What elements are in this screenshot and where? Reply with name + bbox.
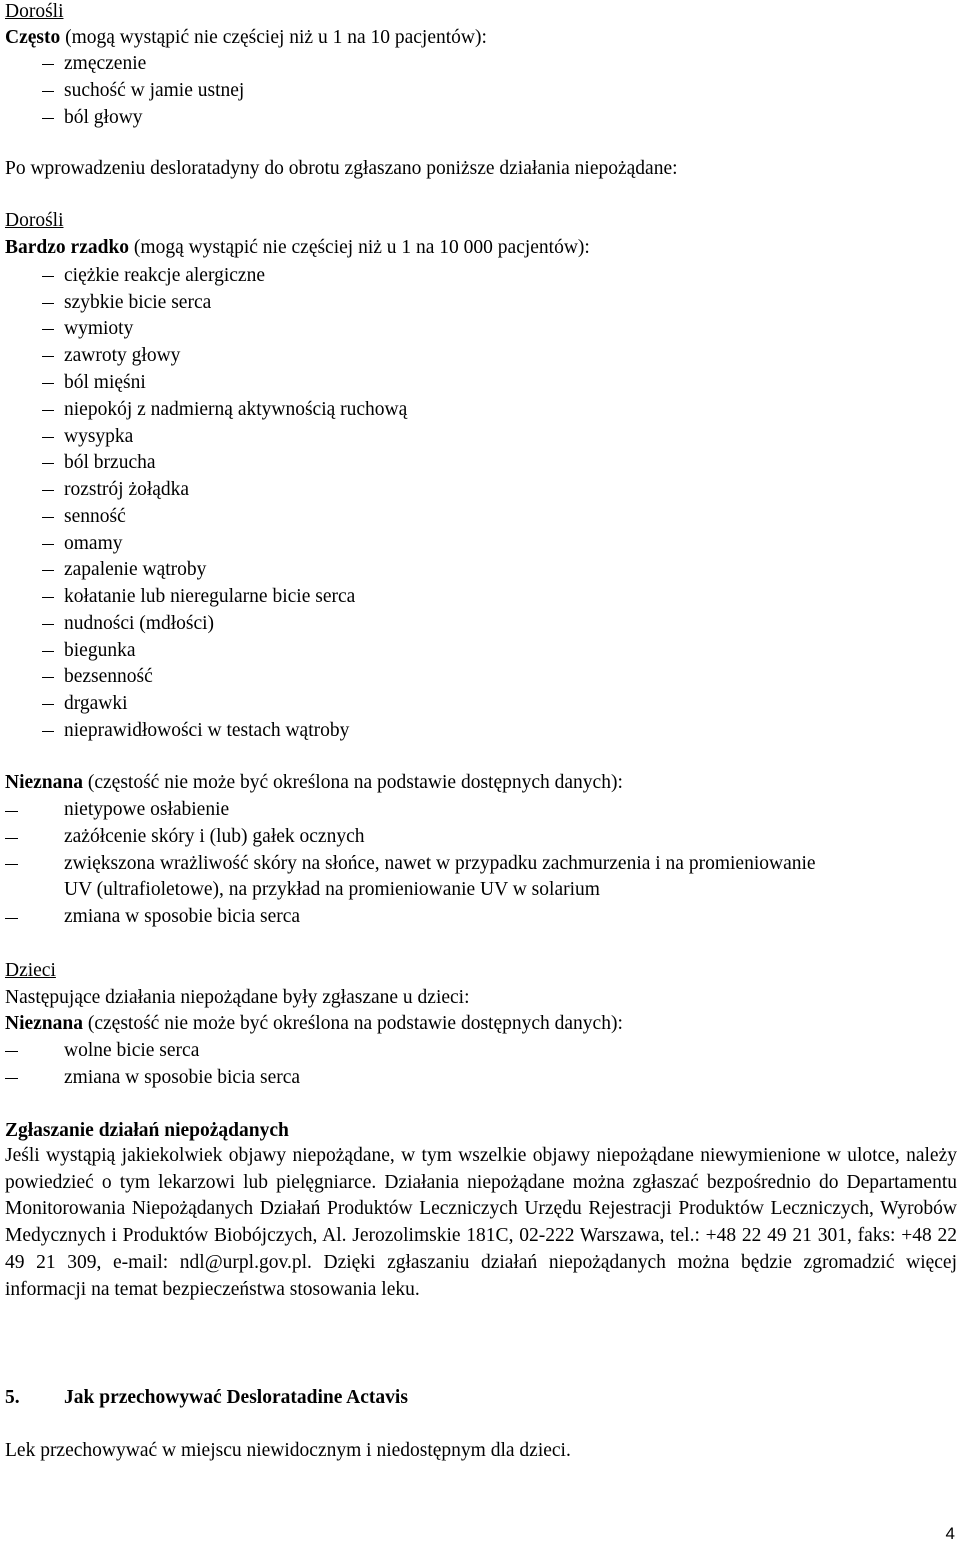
dash-bullet bbox=[42, 463, 54, 464]
list-item: bezsenność bbox=[64, 666, 153, 687]
list-item-continuation: UV (ultrafioletowe), na przykład na promieniowanie UV w solarium bbox=[64, 879, 600, 900]
frequency-line bbox=[5, 26, 487, 50]
frequency-line bbox=[5, 236, 590, 260]
frequency-description: (mogą wystąpić nie częściej niż u 1 na 10 pacjentów): bbox=[60, 27, 487, 48]
dash-bullet bbox=[42, 517, 54, 518]
frequency-description: (częstość nie może być określona na podstawie dostępnych danych): bbox=[83, 1013, 623, 1034]
dash-bullet bbox=[5, 1051, 18, 1052]
list-item: drgawki bbox=[64, 693, 128, 714]
list-item: szybkie bicie serca bbox=[64, 292, 212, 313]
list-item: rozstrój żołądka bbox=[64, 479, 190, 500]
reporting-heading: Zgłaszanie działań niepożądanych bbox=[5, 1120, 289, 1141]
list-item: omamy bbox=[64, 533, 123, 554]
list-item: suchość w jamie ustnej bbox=[64, 80, 245, 101]
dash-bullet bbox=[42, 329, 54, 330]
group-label-adults: Dorośli bbox=[5, 210, 64, 231]
dash-bullet bbox=[5, 864, 18, 865]
list-item: nietypowe osłabienie bbox=[64, 799, 230, 820]
dash-bullet bbox=[5, 1078, 18, 1079]
dash-bullet bbox=[42, 383, 54, 384]
section-title: Jak przechowywać Desloratadine Actavis bbox=[64, 1387, 408, 1408]
list-item: kołatanie lub nieregularne bicie serca bbox=[64, 586, 356, 607]
frequency-label: Nieznana bbox=[5, 772, 83, 793]
list-item: wolne bicie serca bbox=[64, 1040, 200, 1061]
list-item: nieprawidłowości w testach wątroby bbox=[64, 720, 350, 741]
dash-bullet bbox=[42, 704, 54, 705]
frequency-line bbox=[5, 771, 623, 795]
list-item: ból głowy bbox=[64, 107, 143, 128]
dash-bullet bbox=[5, 918, 18, 919]
dash-bullet bbox=[42, 64, 54, 65]
list-item: ciężkie reakcje alergiczne bbox=[64, 265, 265, 286]
list-item: wysypka bbox=[64, 426, 134, 447]
frequency-label: Nieznana bbox=[5, 1013, 83, 1034]
list-item: zwiększona wrażliwość skóry na słońce, nawet w przypadku zachmurzenia i na promieniowanie bbox=[64, 853, 816, 874]
reporting-paragraph: Jeśli wystąpią jakiekolwiek objawy niepożądane, w tym wszelkie objawy niepożądane niewymienione w ulotce, należy powiedzieć o tym lekarzowi lub pielęgniarce. Działania niepożądane można zgłaszać bezpośrednio do Departamentu Monitorowania Niepożądanych Działań Produktów Leczniczych Urzędu Rejestracji Produktów Leczniczych, Wyrobów Medycznych i Produktów Biobójczych, Al. Jerozolimskie 181C, 02-222 Warszawa, tel.: +48 22 49 21 301, faks: +48 22 49 21 309, e-mail: ndl@urpl.gov.pl. Dzięki zgłaszaniu działań niepożądanych można będzie zgromadzić więcej informacji na temat bezpieczeństwa stosowania leku. bbox=[5, 1145, 957, 1300]
frequency-description: (częstość nie może być określona na podstawie dostępnych danych): bbox=[83, 772, 623, 793]
dash-bullet bbox=[5, 811, 18, 812]
dash-bullet bbox=[42, 490, 54, 491]
dash-bullet bbox=[42, 677, 54, 678]
dash-bullet bbox=[42, 624, 54, 625]
dash-bullet bbox=[42, 597, 54, 598]
dash-bullet bbox=[42, 437, 54, 438]
dash-bullet bbox=[42, 118, 54, 119]
dash-bullet bbox=[42, 410, 54, 411]
post-marketing-intro: Po wprowadzeniu desloratadyny do obrotu zgłaszano poniższe działania niepożądane: bbox=[5, 158, 678, 179]
section-number: 5. bbox=[5, 1387, 20, 1408]
list-item: wymioty bbox=[64, 318, 134, 339]
dash-bullet bbox=[42, 91, 54, 92]
list-item: zmiana w sposobie bicia serca bbox=[64, 906, 301, 927]
list-item: nudności (mdłości) bbox=[64, 613, 215, 634]
list-item: ból brzucha bbox=[64, 452, 156, 473]
dash-bullet bbox=[42, 651, 54, 652]
children-intro: Następujące działania niepożądane były zgłaszane u dzieci: bbox=[5, 987, 470, 1008]
frequency-label: Bardzo rzadko bbox=[5, 237, 130, 258]
list-item: zmęczenie bbox=[64, 53, 147, 74]
frequency-description: (mogą wystąpić nie częściej niż u 1 na 10 000 pacjentów): bbox=[129, 237, 590, 258]
dash-bullet bbox=[42, 544, 54, 545]
section-heading bbox=[5, 1386, 408, 1410]
storage-text: Lek przechowywać w miejscu niewidocznym i niedostępnym dla dzieci. bbox=[5, 1440, 571, 1461]
list-item: ból mięśni bbox=[64, 372, 146, 393]
list-item: zawroty głowy bbox=[64, 345, 181, 366]
list-item: zażółcenie skóry i (lub) gałek ocznych bbox=[64, 826, 365, 847]
group-label-children: Dzieci bbox=[5, 960, 56, 981]
dash-bullet bbox=[42, 276, 54, 277]
dash-bullet bbox=[5, 838, 18, 839]
frequency-line bbox=[5, 1012, 623, 1036]
list-item: senność bbox=[64, 506, 126, 527]
dash-bullet bbox=[42, 731, 54, 732]
list-item: zapalenie wątroby bbox=[64, 559, 207, 580]
group-label-adults: Dorośli bbox=[5, 1, 64, 22]
dash-bullet bbox=[42, 570, 54, 571]
list-item: biegunka bbox=[64, 640, 136, 661]
page-number: 4 bbox=[945, 1524, 955, 1543]
list-item: niepokój z nadmierną aktywnością ruchową bbox=[64, 399, 408, 420]
list-item: zmiana w sposobie bicia serca bbox=[64, 1067, 301, 1088]
dash-bullet bbox=[42, 303, 54, 304]
dash-bullet bbox=[42, 356, 54, 357]
frequency-label: Często bbox=[5, 27, 61, 48]
